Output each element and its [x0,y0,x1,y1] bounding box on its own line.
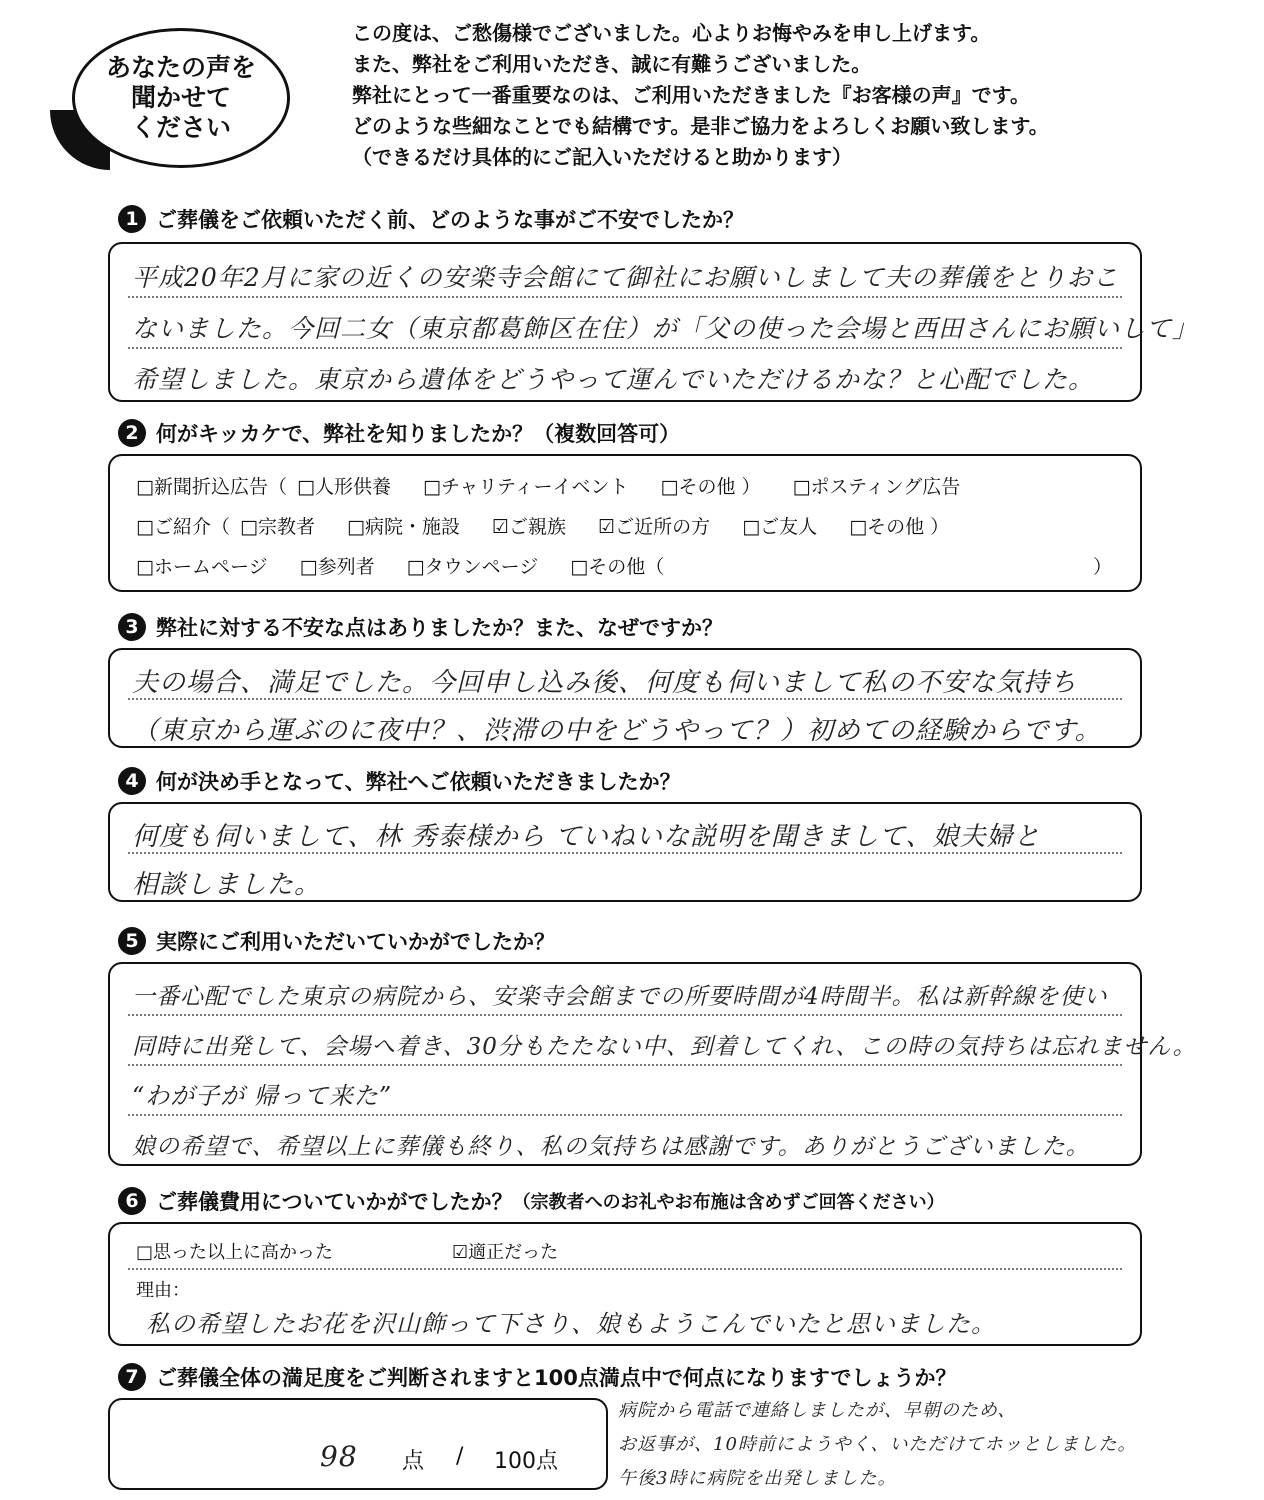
dotted-line [128,1114,1122,1116]
closing-paren: ） [1092,556,1112,578]
intro-line: （できるだけ具体的にご記入いただけると助かります） [352,145,852,169]
option-other[interactable]: □その他（ [570,556,665,578]
bubble-heading: あなたの声を 聞かせて ください [105,53,256,142]
cost-option-row [136,1238,337,1264]
dotted-line [128,1014,1122,1016]
cost-option-row [452,1238,562,1264]
score-box [108,1398,608,1490]
reason-label: 理由： [136,1280,190,1301]
max-score-label: 100点 [494,1449,558,1474]
handwritten-answer-line: 娘の希望で、希望以上に葬儀も終り、私の気持ちは感謝です。ありがとうございました。 [132,1134,1090,1160]
handwritten-answer-line: （東京から運ぶのに夜中？、渋滞の中をどうやって？）初めての経験からです。 [132,716,1102,746]
option-relatives[interactable]: ☑ご親族 [492,516,567,538]
option-posting-ad[interactable]: □ポスティング広告 [792,476,961,498]
question-number: 1 [118,205,146,233]
answer-box-1 [108,242,1199,402]
speech-bubble [72,28,290,168]
question-title: ご葬儀全体の満足度をご判断されますと100点満点中で何点になりますでしょうか？ [156,1366,957,1390]
question-title: 弊社に対する不安な点はありましたか？また、なぜですか？ [156,616,723,640]
question-note: （宗教者へのお礼やお布施は含めずご回答ください） [512,1192,945,1213]
answer-box-5 [108,962,1197,1166]
option-religious[interactable]: □宗教者 [240,516,315,538]
handwritten-answer-line: ないました。今回二女（東京都葛飾区在住）が「父の使った会場と西田さんにお願いして」 [132,314,1199,343]
handwritten-answer-line: 同時に出発して、会場へ着き、30分もたたない中、到着してくれ、この時の気持ちは忘れません。 [132,1034,1197,1060]
handwritten-answer-line: 相談しました。 [132,870,322,900]
option-friends[interactable]: □ご友人 [742,516,818,538]
answer-box-4 [108,802,1142,902]
question-number: 2 [118,419,146,447]
point-label: 点 [402,1449,425,1474]
question-title: ご葬儀をご依頼いただく前、どのような事がご不安でしたか？ [156,208,744,232]
option-attendee[interactable]: □参列者 [299,556,375,578]
side-note-line: 午後3時に病院を出発しました。 [618,1468,897,1489]
option-other[interactable]: □その他 ） [849,516,950,538]
option-neighbors[interactable]: ☑ご近所の方 [598,516,711,538]
options-box-2 [108,454,1142,592]
handwritten-answer-line: 希望しました。東京から遺体をどうやって運んでいただけるかな？と心配でした。 [132,365,1095,394]
option-homepage[interactable]: □ホームページ [136,556,268,578]
side-note-line: 病院から電話で連絡しましたが、早朝のため、 [618,1400,1017,1421]
question-number: 6 [118,1187,146,1215]
handwritten-answer-line: 何度も伺いまして、林 秀泰様から ていねいな説明を聞きまして、娘夫婦と [132,822,1041,852]
intro-line: 弊社にとって一番重要なのは、ご利用いただきました『お客様の声』です。 [352,83,1030,107]
option-charity-event[interactable]: □チャリティーイベント [423,476,629,498]
question-1-heading [118,204,744,234]
question-title: 何が決め手となって、弊社へご依頼いただきましたか？ [156,770,681,794]
question-6-heading [118,1186,945,1216]
option-reasonable[interactable]: ☑適正だった [452,1242,559,1263]
option-doll-memorial[interactable]: □人形供養 [297,476,391,498]
option-newspaper[interactable]: □新聞折込広告（ [136,476,287,498]
dotted-line [128,1064,1122,1066]
answer-box-3 [108,648,1142,748]
intro-line: どのような些細なことでも結構です。是非ご協力をよろしくお願い致します。 [352,114,1049,138]
dotted-line [128,296,1122,298]
question-number: 5 [118,927,146,955]
question-5-heading [118,926,555,956]
options-row-3 [136,552,1116,579]
question-4-heading [118,766,681,796]
question-number: 7 [118,1363,146,1391]
option-town-page[interactable]: □タウンページ [406,556,539,578]
slash: / [456,1444,464,1469]
dotted-line [128,1268,1122,1270]
handwritten-answer-line: 平成20年2月に家の近くの安楽寺会館にて御社にお願いしまして夫の葬儀をとりおこ [132,263,1119,292]
handwritten-answer-line: 一番心配でした東京の病院から、安楽寺会館までの所要時間が4時間半。私は新幹線を使い [132,984,1108,1010]
question-3-heading [118,612,723,642]
handwritten-side-note [618,1394,1137,1496]
question-number: 3 [118,613,146,641]
question-title: ご葬儀費用についていかがでしたか？ [156,1190,513,1214]
question-title: 実際にご利用いただいていかがでしたか？ [156,930,555,954]
intro-line: また、弊社をご利用いただき、誠に有難うございました。 [352,52,872,76]
option-other[interactable]: □その他 ） [660,476,761,498]
options-row-2 [136,512,953,539]
handwritten-score: 98 [320,1440,358,1473]
handwritten-answer-line: 夫の場合、満足でした。今回申し込み後、何度も伺いまして私の不安な気持ち [132,668,1078,698]
option-hospital[interactable]: □病院・施設 [347,516,460,538]
side-note-line: お返事が、10時前にようやく、いただけてホッとしました。 [618,1434,1137,1455]
intro-message [352,18,1232,173]
options-row-1 [136,472,964,499]
handwritten-answer-line: “わが子が 帰って来た” [132,1082,393,1110]
question-number: 4 [118,767,146,795]
question-2-heading [118,418,680,448]
option-referral[interactable]: □ご紹介（ [136,516,230,538]
dotted-line [128,347,1122,349]
handwritten-reason: 私の希望したお花を沢山飾って下さり、娘もようこんでいたと思いました。 [146,1310,996,1338]
question-title: 何がキッカケで、弊社を知りましたか？（複数回答可） [156,422,681,446]
intro-line: この度は、ご愁傷様でございました。心よりお悔やみを申し上げます。 [352,21,991,45]
option-more-expensive[interactable]: □思った以上に高かった [136,1242,334,1263]
answer-box-6 [108,1222,1142,1346]
question-7-heading [118,1362,956,1392]
